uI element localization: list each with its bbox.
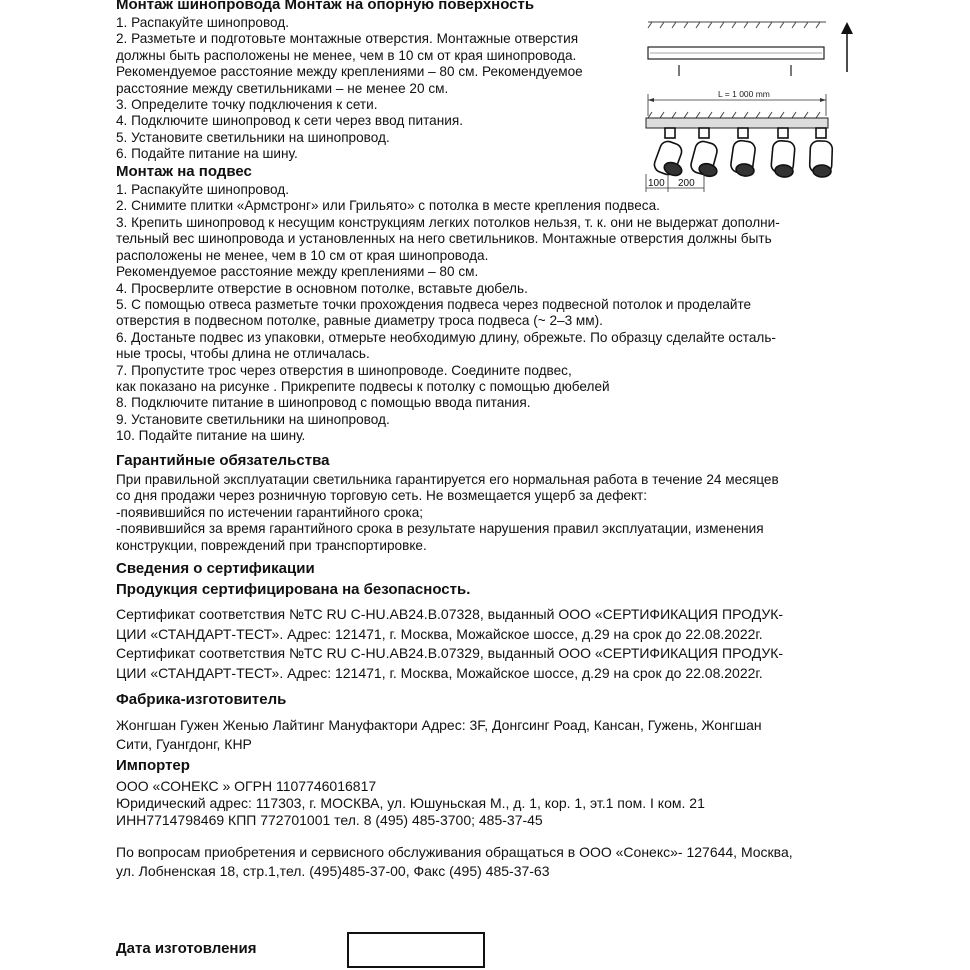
importer-title: Импортер	[116, 757, 190, 774]
dimension-200: 200	[678, 178, 695, 189]
track-bar-ceiling	[646, 118, 828, 128]
surface-mount-title: Монтаж шинопровода Монтаж на опорную поверхность	[116, 0, 535, 13]
spotlight-icon	[689, 128, 719, 178]
step-line: 10. Подайте питание на шину.	[116, 428, 306, 444]
length-label: L = 1 000 mm	[718, 89, 770, 99]
service-contact-text	[116, 843, 793, 881]
spotlight-icon	[652, 128, 684, 178]
suspension-mount-title: Монтаж на подвес	[116, 163, 252, 180]
up-arrow-icon	[841, 22, 853, 72]
paragraph-line: При правильной эксплуатации светильника гарантируется его нормальная работа в течение 24 месяцев	[116, 472, 779, 487]
manufacture-date-box	[347, 932, 485, 968]
step-line: 1. Распакуйте шинопровод.	[116, 182, 289, 197]
suspension-steps	[116, 215, 780, 445]
warranty-title: Гарантийные обязательства	[116, 452, 330, 469]
step-line: как показано на рисунке . Прикрепите подвесы к потолку с помощью дюбелей	[116, 379, 610, 395]
paragraph-line: ул. Лобненская 18, стр.1,тел. (495)485-37-00, Факс (495) 485-37-63	[116, 863, 550, 879]
importer-text	[116, 778, 705, 829]
certificate-2	[116, 643, 783, 683]
paragraph-line: ЦИИ «СТАНДАРТ-ТЕСТ». Адрес: 121471, г. Москва, Можайское шоссе, д.29 на срок до 22.08.2022г.	[116, 626, 763, 642]
manufacturer-text	[116, 716, 762, 754]
paragraph-line: Юридический адрес: 117303, г. МОСКВА, ул. Юшуньская М., д. 1, кор. 1, эт.1 пом. I ком. 21	[116, 795, 705, 811]
step-line: расположены не менее, чем в 10 см от края шинопровода.	[116, 247, 489, 263]
step-line: 2. Разметьте и подготовьте монтажные отверстия. Монтажные отверстия	[116, 31, 579, 47]
paragraph-line: По вопросам приобретения и сервисного обслуживания обращаться в ООО «Сонекс»- 127644, Москва,	[116, 844, 793, 860]
step-line: отверстия в подвесном потолке, равные диаметру троса подвеса (~ 2–3 мм).	[116, 313, 603, 329]
step-line: должны быть расположены не менее, чем в 10 см от края шинопровода.	[116, 47, 577, 63]
paragraph-line: ИНН7714798469 КПП 772701001 тел. 8 (495) 485-3700; 485-37-45	[116, 812, 543, 828]
paragraph-line: со дня продажи через розничную торговую сеть. Не возмещается ущерб за дефект:	[116, 488, 648, 504]
certification-subtitle: Продукция сертифицирована на безопасность.	[116, 581, 471, 598]
spotlight-icon	[809, 128, 832, 177]
paragraph-line: ООО «СОНЕКС » ОГРН 1107746016817	[116, 778, 377, 794]
surface-mount-steps	[116, 15, 583, 163]
installation-diagram	[636, 14, 866, 194]
step-line: 6. Подайте питание на шину.	[116, 146, 298, 162]
suspension-steps-short	[116, 182, 660, 215]
step-line: расстояние между светильниками – не менее 20 см.	[116, 80, 449, 96]
warranty-text	[116, 472, 779, 554]
step-line: 2. Снимите плитки «Армстронг» или Грильято» с потолка в месте крепления подвеса.	[116, 198, 660, 214]
step-line: 7. Пропустите трос через отверстия в шинопроводе. Соедините подвес,	[116, 362, 572, 378]
paragraph-line: Жонгшан Гужен Женью Лайтинг Мануфактори Адрес: 3F, Донгсинг Роад, Кансан, Гужень, Жонгшан	[116, 717, 762, 733]
step-line: 3. Крепить шинопровод к несущим конструкциям легких потолков нельзя, т. к. они не выдержат дополни-	[116, 215, 780, 230]
step-line: Рекомендуемое расстояние между креплениями – 80 см.	[116, 264, 479, 280]
step-line: 3. Определите точку подключения к сети.	[116, 97, 378, 113]
paragraph-line: Сертификат соответствия №ТС RU С-HU.АВ24.В.07328, выданный ООО «СЕРТИФИКАЦИЯ ПРОДУК-	[116, 606, 784, 622]
certificate-1	[116, 604, 783, 644]
step-line: 8. Подключите питание в шинопровод с помощью ввода питания.	[116, 395, 531, 411]
paragraph-line: ЦИИ «СТАНДАРТ-ТЕСТ». Адрес: 121471, г. Москва, Можайское шоссе, д.29 на срок до 22.08.2022г.	[116, 665, 763, 681]
certification-title: Сведения о сертификации	[116, 560, 315, 577]
step-line: 6. Достаньте подвес из упаковки, отмерьте необходимую длину, обрежьте. По образцу сделайте осталь-	[116, 329, 776, 345]
paragraph-line: Сертификат соответствия №ТС RU С-HU.АВ24.В.07329, выданный ООО «СЕРТИФИКАЦИЯ ПРОДУК-	[116, 645, 784, 661]
manufacturer-title: Фабрика-изготовитель	[116, 691, 287, 708]
manufacture-date-label: Дата изготовления	[116, 940, 257, 957]
step-line: ные тросы, чтобы длина не отличалась.	[116, 346, 370, 362]
step-line: 1. Распакуйте шинопровод.	[116, 15, 289, 30]
spotlight-icon	[730, 128, 756, 177]
paragraph-line: -появившийся за время гарантийного срока в результате нарушения правил эксплуатации, изменения	[116, 521, 764, 537]
dimension-100: 100	[648, 178, 665, 189]
surface-hatch-top	[648, 22, 826, 28]
step-line: тельный вес шинопровода и установленных на него светильников. Монтажные отверстия должны быть	[116, 231, 772, 247]
step-line: 4. Подключите шинопровод к сети через ввод питания.	[116, 113, 463, 129]
paragraph-line: Сити, Гуангдонг, КНР	[116, 736, 252, 752]
step-line: 4. Просверлите отверстие в основном потолке, вставьте дюбель.	[116, 280, 528, 296]
step-line: 5. С помощью отвеса разметьте точки прохождения подвеса через подвесной потолок и проделайте	[116, 297, 752, 313]
step-line: Рекомендуемое расстояние между креплениями – 80 см. Рекомендуемое	[116, 64, 583, 80]
spotlight-icon	[771, 128, 796, 178]
paragraph-line: конструкции, повреждений при транспортировке.	[116, 537, 427, 553]
step-line: 9. Установите светильники на шинопровод.	[116, 411, 390, 427]
paragraph-line: -появившийся по истечении гарантийного срока;	[116, 504, 424, 520]
step-line: 5. Установите светильники на шинопровод.	[116, 129, 390, 145]
